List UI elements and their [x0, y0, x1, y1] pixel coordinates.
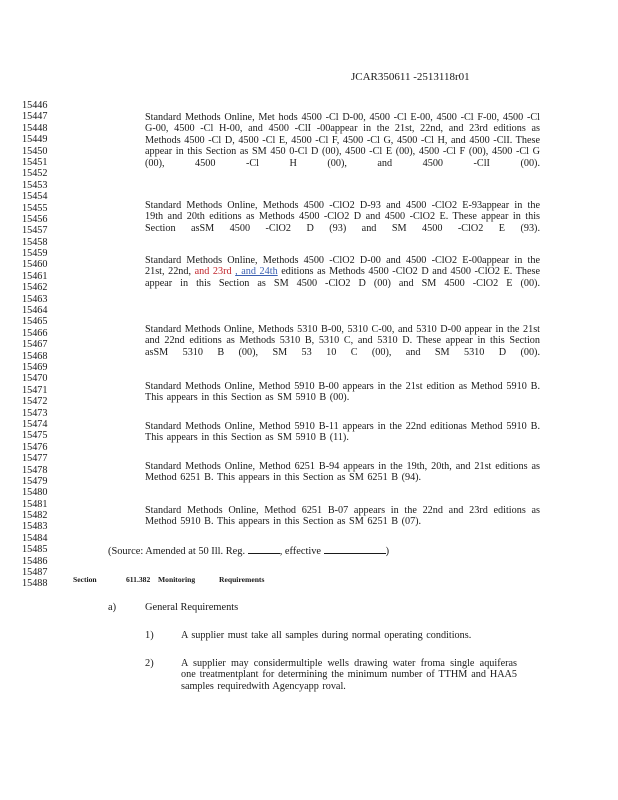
effective-date-blank	[324, 544, 386, 554]
line-number: 15486	[22, 555, 48, 567]
source-note	[108, 544, 389, 557]
line-number: 15472	[22, 396, 48, 408]
line-number-column	[22, 100, 47, 590]
item-marker-1: 1)	[145, 630, 154, 641]
line-number: 15473	[22, 407, 48, 419]
inserted-text: , and 24th	[235, 266, 278, 278]
line-number: 15484	[22, 532, 48, 544]
line-number: 15485	[22, 544, 48, 556]
line-number: 15467	[22, 339, 48, 351]
section-number: 611.382	[126, 575, 151, 584]
line-number: 15459	[22, 248, 48, 260]
line-number: 15482	[22, 510, 48, 522]
line-number: 15457	[22, 225, 48, 237]
subsection-marker: a)	[108, 602, 117, 613]
line-number: 15446	[22, 100, 48, 111]
line-number: 15454	[22, 191, 48, 203]
paragraph-text-start: Standard Methods Online, Methods 4500 -ClO2 D-00 and 4500 -ClO2 E-00appear in the 21st, 22nd,	[145, 255, 540, 278]
line-number: 15453	[22, 179, 48, 191]
line-number: 15476	[22, 441, 48, 453]
line-number: 15479	[22, 475, 48, 487]
line-number: 15469	[22, 361, 48, 373]
line-number: 15471	[22, 384, 48, 396]
line-number: 15452	[22, 168, 48, 180]
paragraph-text-end: editions as Methods 4500 -ClO2 D and 4500 -ClO2 E. These appear in this Section as SM 4500 -ClO2 D (00) and SM 4500 -ClO2 E (00).	[145, 266, 541, 289]
line-number: 15449	[22, 134, 48, 146]
item-text-1: A supplier must take all samples during normal operating conditions.	[181, 630, 472, 641]
paragraph-standard-methods-4500-clo2-93: Standard Methods Online, Methods 4500 -ClO2 D-93 and 4500 -ClO2 E-93appear in the 19th and 20th editions as Methods 4500 -ClO2 D and 4500 -ClO2 E. These appear in this Section asSM 4500 -ClO2 D (93) and SM 4500 -ClO2 E (93).	[145, 200, 540, 234]
line-number: 15456	[22, 213, 48, 225]
line-number: 15466	[22, 327, 48, 339]
line-number: 15461	[22, 270, 48, 282]
section-title-word-2: Requirements	[219, 575, 265, 584]
line-number: 15480	[22, 487, 48, 499]
line-number: 15481	[22, 498, 48, 510]
item-marker-2: 2)	[145, 658, 154, 669]
paragraph-standard-methods-6251-94: Standard Methods Online, Method 6251 B-94 appears in the 19th, 20th, and 21st editions as Method 6251 B. This appears in this Section as SM 6251 B (94).	[145, 461, 540, 484]
section-title-word-1: Monitoring	[158, 575, 196, 584]
line-number: 15465	[22, 316, 48, 328]
line-number: 15477	[22, 453, 48, 465]
deleted-text: and 23rd	[194, 266, 232, 278]
line-number: 15470	[22, 373, 48, 385]
line-number: 15488	[22, 578, 48, 590]
line-number: 15468	[22, 350, 48, 362]
source-prefix: (Source: Amended at 50 Ill. Reg.	[108, 546, 246, 557]
line-number: 15451	[22, 156, 48, 168]
paragraph-standard-methods-6251-07: Standard Methods Online, Method 6251 B-07 appears in the 22nd and 23rd editions as Method 5910 B. This appears in this Section as SM 6251 B (07).	[145, 505, 540, 528]
line-number: 15460	[22, 259, 48, 271]
paragraph-standard-methods-4500-clo2-00	[145, 255, 540, 289]
line-number: 15447	[22, 111, 48, 123]
line-number: 15487	[22, 567, 48, 579]
document-id-header: JCAR350611 -2513118r01	[351, 71, 470, 83]
paragraph-standard-methods-5910-11: Standard Methods Online, Method 5910 B-11 appears in the 22nd editionas Method 5910 B. This appears in this Section as SM 5910 B (11).	[145, 421, 540, 444]
line-number: 15478	[22, 464, 48, 476]
line-number: 15474	[22, 418, 48, 430]
line-number: 15448	[22, 122, 48, 134]
section-label: Section	[73, 575, 97, 584]
line-number: 15458	[22, 236, 48, 248]
paragraph-standard-methods-4500-cl: Standard Methods Online, Met hods 4500 -Cl D-00, 4500 -Cl E-00, 4500 -Cl F-00, 4500 -Cl G-00, 4500 -Cl H-00, and 4500 -ClI -00appear in the 21st, 22nd, and 23rd editions as Methods 4500 -Cl D, 4500 -Cl E, 4500 -Cl F, 4500 -Cl G, 4500 -Cl H, and 4500 -ClI. These appear in this Section as SM 450 0-Cl D (00), 4500 -Cl E (00), 4500 -Cl F (00), 4500 -Cl G (00), 4500 -Cl H (00), and 4500 -ClI (00).	[145, 112, 540, 169]
subsection-title: General Requirements	[145, 602, 239, 613]
line-number: 15455	[22, 202, 48, 214]
source-suffix: )	[385, 546, 390, 557]
line-number: 15450	[22, 145, 48, 157]
item-text-2: A supplier may considermultiple wells drawing water froma single aquiferas one treatmentplant for determining the minimum number of TTHM and HAA5 samples requiredwith Agencyapp roval.	[181, 658, 517, 692]
line-number: 15463	[22, 293, 48, 305]
source-mid: , effective	[279, 546, 322, 557]
paragraph-standard-methods-5310: Standard Methods Online, Methods 5310 B-00, 5310 C-00, and 5310 D-00 appear in the 21st and 22nd editions as Methods 5310 B, 5310 C, and 5310 D. These appear in this Section asSM 5310 B (00), SM 53 10 C (00), and SM 5310 D (00).	[145, 324, 540, 358]
paragraph-standard-methods-5910-00: Standard Methods Online, Method 5910 B-00 appears in the 21st edition as Method 5910 B. This appears in this Section as SM 5910 B (00).	[145, 381, 540, 404]
line-number: 15483	[22, 521, 48, 533]
line-number: 15464	[22, 305, 48, 317]
line-number: 15462	[22, 282, 48, 294]
line-number: 15475	[22, 430, 48, 442]
register-page-blank	[248, 544, 280, 554]
